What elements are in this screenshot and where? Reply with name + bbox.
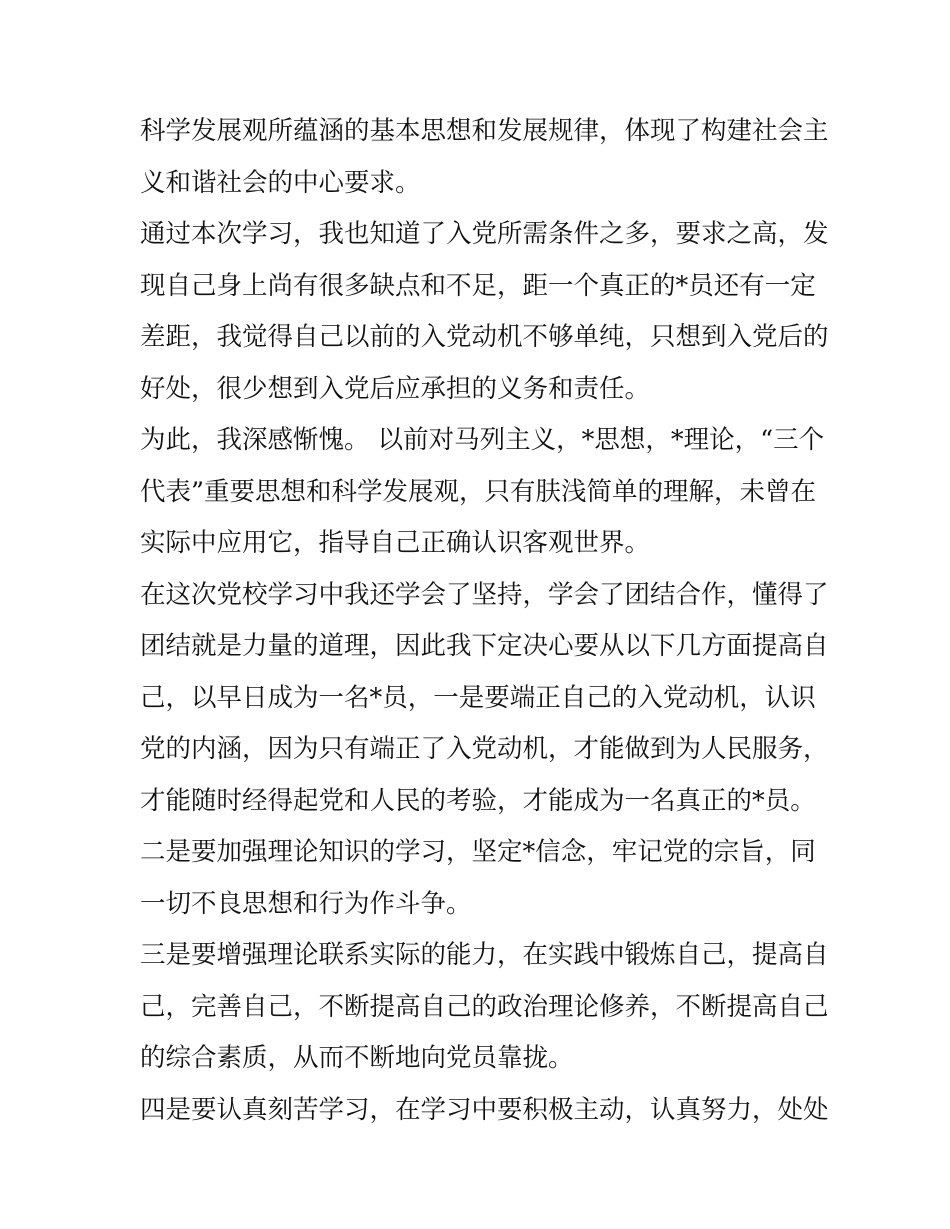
text-line: 在这次党校学习中我还学会了坚持，学会了团结合作，懂得了 (140, 579, 829, 610)
text-line: 通过本次学习，我也知道了入党所需条件之多，要求之高，发 (140, 219, 829, 249)
text-line: 三是要增强理论联系实际的能力，在实践中锻炼自己，提高自 (140, 940, 829, 970)
text-line: 团结就是力量的道理，因此我下定决心要从以下几方面提高自 (140, 631, 829, 661)
text-line: 己，以早日成为一名*员，一是要端正自己的入党动机，认识 (140, 682, 816, 713)
text-line: 党的内涵，因为只有端正了入党动机，才能做到为人民服务， (140, 734, 829, 764)
text-line: 一切不良思想和行为作斗争。 (140, 888, 472, 919)
text-line: 四是要认真刻苦学习，在学习中要积极主动，认真努力，处处 (140, 1094, 829, 1125)
text-line: 代表”重要思想和科学发展观，只有肤浅简单的理解，未曾在 (140, 476, 817, 507)
text-line: 义和谐社会的中心要求。 (140, 167, 421, 198)
text-line: 科学发展观所蕴涵的基本思想和发展规律，体现了构建社会主 (140, 116, 829, 146)
text-line: 实际中应用它，指导自己正确认识客观世界。 (140, 528, 651, 558)
text-line: 为此，我深感惭愧。 以前对马列主义，*思想，*理论，“三个 (140, 425, 825, 455)
text-line: 才能随时经得起党和人民的考验，才能成为一名真正的*员。 (140, 785, 816, 816)
text-line: 差距，我觉得自己以前的入党动机不够单纯，只想到入党后的 (140, 322, 829, 352)
text-line: 二是要加强理论知识的学习，坚定*信念，牢记党的宗旨，同 (140, 837, 816, 867)
body-text (140, 106, 829, 1136)
text-line: 己，完善自己，不断提高自己的政治理论修养，不断提高自己 (140, 991, 829, 1022)
text-line: 好处，很少想到入党后应承担的义务和责任。 (140, 373, 651, 404)
text-line: 现自己身上尚有很多缺点和不足，距一个真正的*员还有一定 (140, 270, 816, 301)
text-line: 的综合素质，从而不断地向党员靠拢。 (140, 1043, 574, 1073)
